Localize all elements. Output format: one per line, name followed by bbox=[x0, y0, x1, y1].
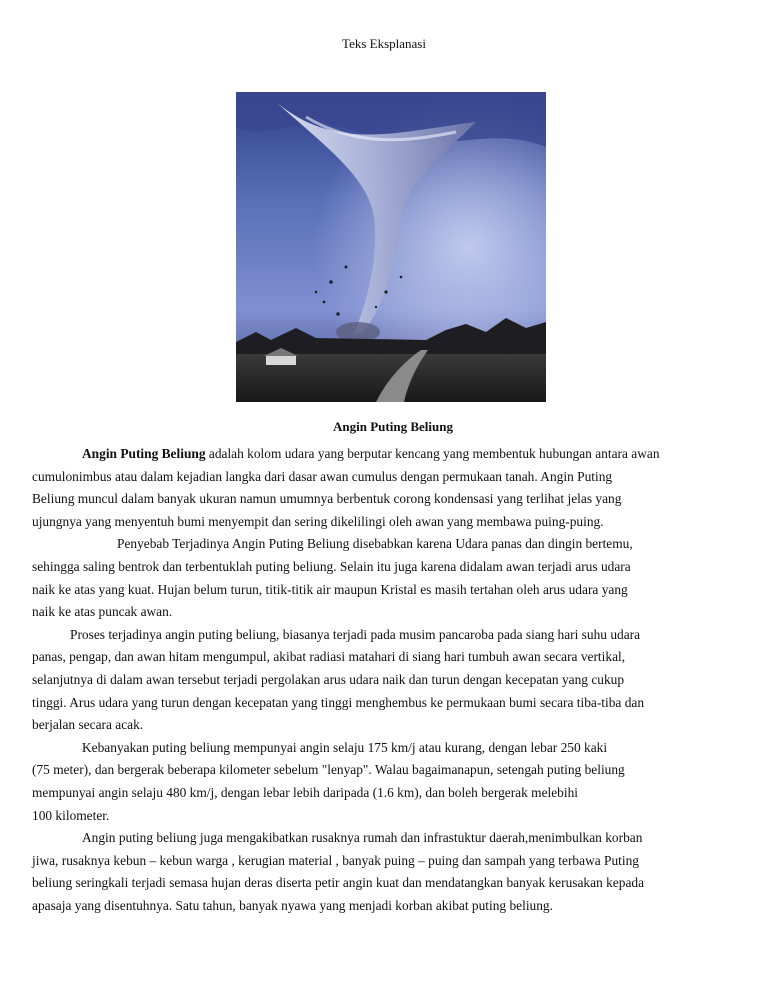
article-body bbox=[32, 443, 738, 917]
paragraph-line: selanjutnya di dalam awan tersebut terjadi pergolakan arus udara naik dan turun dengan kecepatan yang cukup bbox=[32, 671, 625, 687]
paragraph-line: beliung seringkali terjadi semasa hujan deras diserta petir angin kuat dan mendatangkan banyak kerusakan kepada bbox=[32, 875, 645, 891]
paragraph-line: Angin Puting Beliung adalah kolom udara yang berputar kencang yang membentuk hubungan antara awan bbox=[82, 446, 660, 461]
paragraph-line: apasaja yang disentuhnya. Satu tahun, banyak nyawa yang menjadi korban akibat puting beliung. bbox=[32, 897, 553, 913]
paragraph-line: naik ke atas yang kuat. Hujan belum turun, titik-titik air maupun Kristal es masih tertahan oleh arus udara yang bbox=[32, 581, 628, 597]
paragraph-line: Angin puting beliung juga mengakibatkan rusaknya rumah dan infrastuktur daerah,menimbulkan korban bbox=[82, 830, 643, 846]
paragraph-line: Kebanyakan puting beliung mempunyai angin selaju 175 km/j atau kurang, dengan lebar 250 kaki bbox=[82, 739, 608, 755]
paragraph-line: (75 meter), dan bergerak beberapa kilometer sebelum "lenyap". Walau bagaimanapun, setengah puting beliung bbox=[32, 762, 625, 778]
paragraph-line: ujungnya yang menyentuh bumi menyempit dan sering dikelilingi oleh awan yang membawa puing-puing. bbox=[32, 513, 604, 529]
paragraph-line: jiwa, rusaknya kebun – kebun warga , kerugian material , banyak puing – puing dan sampah yang terbawa Puting bbox=[32, 852, 640, 868]
tornado-photo bbox=[236, 92, 546, 402]
paragraph-line: Beliung muncul dalam banyak ukuran namun umumnya berbentuk corong kondensasi yang terlihat jelas yang bbox=[32, 491, 622, 507]
paragraph-line: panas, pengap, dan awan hitam mengumpul, akibat radiasi matahari di siang hari tumbuh awan secara vertikal, bbox=[32, 649, 626, 665]
paragraph-line: 100 kilometer. bbox=[32, 807, 110, 823]
paragraph-line: berjalan secara acak. bbox=[32, 717, 144, 733]
paragraph-line: Proses terjadinya angin puting beliung, biasanya terjadi pada musim pancaroba pada siang hari suhu udara bbox=[70, 626, 641, 642]
lead-bold: Angin Puting Beliung bbox=[82, 446, 206, 461]
paragraph-line: mempunyai angin selaju 480 km/j, dengan lebar lebih daripada (1.6 km), dan boleh bergerak melebihi bbox=[32, 784, 579, 800]
page-header-title: Teks Eksplanasi bbox=[342, 36, 426, 51]
paragraph-line: cumulonimbus atau dalam kejadian langka dari dasar awan cumulus dengan permukaan tanah. Angin Puting bbox=[32, 468, 613, 484]
paragraph-line: tinggi. Arus udara yang turun dengan kecepatan yang tinggi menghembus ke permukaan bumi secara tiba-tiba dan bbox=[32, 694, 645, 710]
paragraph-line: sehingga saling bentrok dan terbentuklah puting beliung. Selain itu juga karena didalam awan terjadi arus udara bbox=[32, 558, 631, 574]
paragraph-line: naik ke atas puncak awan. bbox=[32, 604, 173, 620]
paragraph-line: Penyebab Terjadinya Angin Puting Beliung disebabkan karena Udara panas dan dingin bertemu, bbox=[117, 536, 633, 552]
article-title: Angin Puting Beliung bbox=[333, 419, 453, 434]
